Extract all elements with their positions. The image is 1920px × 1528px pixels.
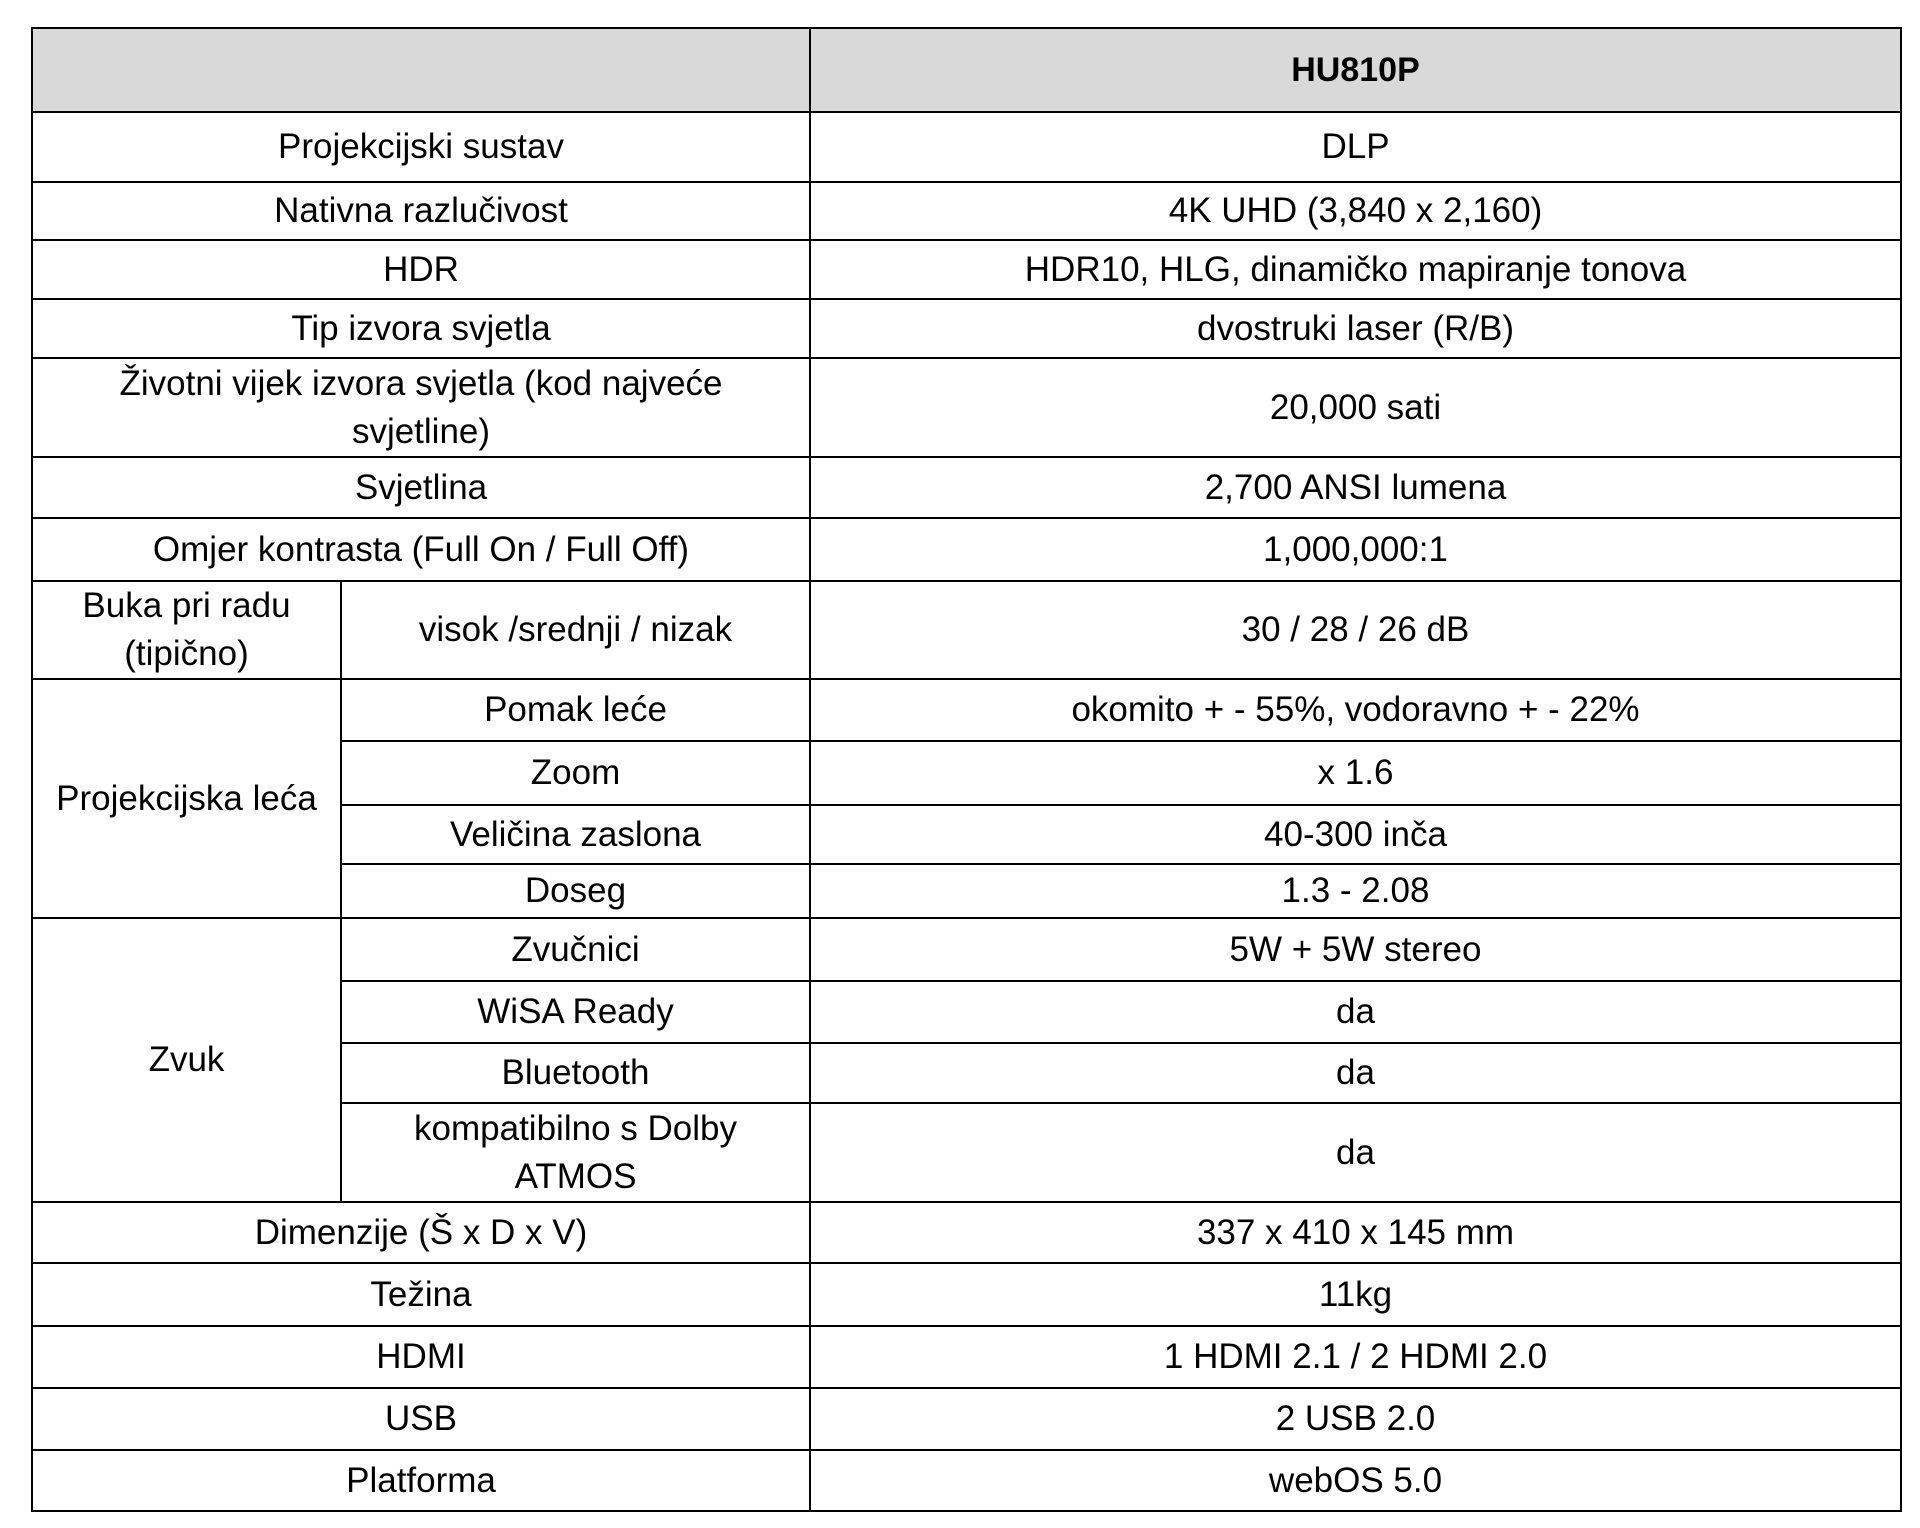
table-row — [32, 240, 1901, 299]
table-row — [32, 1202, 1901, 1263]
spec-value: 5W + 5W stereo — [810, 918, 1901, 981]
spec-value: x 1.6 — [810, 741, 1901, 805]
spec-group-label: Zvuk — [32, 918, 341, 1202]
spec-value: okomito + - 55%, vodoravno + - 22% — [810, 679, 1901, 741]
spec-label: Tip izvora svjetla — [32, 299, 810, 358]
spec-value: 40-300 inča — [810, 805, 1901, 864]
spec-value: 4K UHD (3,840 x 2,160) — [810, 182, 1901, 240]
spec-label: Zoom — [341, 741, 810, 805]
spec-label: Bluetooth — [341, 1043, 810, 1103]
spec-label: USB — [32, 1388, 810, 1450]
spec-label: HDMI — [32, 1326, 810, 1388]
spec-label: Nativna razlučivost — [32, 182, 810, 240]
spec-value: da — [810, 981, 1901, 1043]
spec-value: 20,000 sati — [810, 358, 1901, 457]
spec-value: 337 x 410 x 145 mm — [810, 1202, 1901, 1263]
spec-group-label: Buka pri radu (tipično) — [32, 581, 341, 679]
spec-value: 2 USB 2.0 — [810, 1388, 1901, 1450]
header-row — [32, 28, 1901, 112]
spec-label: Platforma — [32, 1450, 810, 1511]
spec-label: WiSA Ready — [341, 981, 810, 1043]
spec-value: 30 / 28 / 26 dB — [810, 581, 1901, 679]
spec-value: HDR10, HLG, dinamičko mapiranje tonova — [810, 240, 1901, 299]
spec-label: Omjer kontrasta (Full On / Full Off) — [32, 518, 810, 581]
spec-label: Zvučnici — [341, 918, 810, 981]
table-row — [32, 918, 1901, 981]
spec-label: Veličina zaslona — [341, 805, 810, 864]
spec-label: Pomak leće — [341, 679, 810, 741]
spec-value: 1.3 - 2.08 — [810, 864, 1901, 918]
spec-value: 2,700 ANSI lumena — [810, 457, 1901, 518]
spec-value: da — [810, 1103, 1901, 1202]
table-row — [32, 1326, 1901, 1388]
spec-value: da — [810, 1043, 1901, 1103]
table-row — [32, 1450, 1901, 1511]
spec-table — [31, 27, 1902, 1512]
spec-label: Težina — [32, 1263, 810, 1326]
spec-value: 1 HDMI 2.1 / 2 HDMI 2.0 — [810, 1326, 1901, 1388]
spec-value: webOS 5.0 — [810, 1450, 1901, 1511]
spec-label: HDR — [32, 240, 810, 299]
table-row — [32, 518, 1901, 581]
spec-value: DLP — [810, 112, 1901, 182]
spec-label: Dimenzije (Š x D x V) — [32, 1202, 810, 1263]
spec-label: Doseg — [341, 864, 810, 918]
table-row — [32, 1388, 1901, 1450]
table-row — [32, 581, 1901, 679]
table-row — [32, 1263, 1901, 1326]
spec-label: Svjetlina — [32, 457, 810, 518]
spec-value: dvostruki laser (R/B) — [810, 299, 1901, 358]
spec-group-label: Projekcijska leća — [32, 679, 341, 918]
spec-label: kompatibilno s Dolby ATMOS — [341, 1103, 810, 1202]
spec-label: Životni vijek izvora svjetla (kod najveće svjetline) — [32, 358, 810, 457]
spec-label: Projekcijski sustav — [32, 112, 810, 182]
table-row — [32, 182, 1901, 240]
table-row — [32, 299, 1901, 358]
spec-value: 1,000,000:1 — [810, 518, 1901, 581]
table-row — [32, 679, 1901, 741]
table-row — [32, 112, 1901, 182]
header-model-cell: HU810P — [810, 28, 1901, 112]
header-label-cell — [32, 28, 810, 112]
spec-value: 11kg — [810, 1263, 1901, 1326]
table-row — [32, 457, 1901, 518]
table-row — [32, 358, 1901, 457]
spec-label: visok /srednji / nizak — [341, 581, 810, 679]
